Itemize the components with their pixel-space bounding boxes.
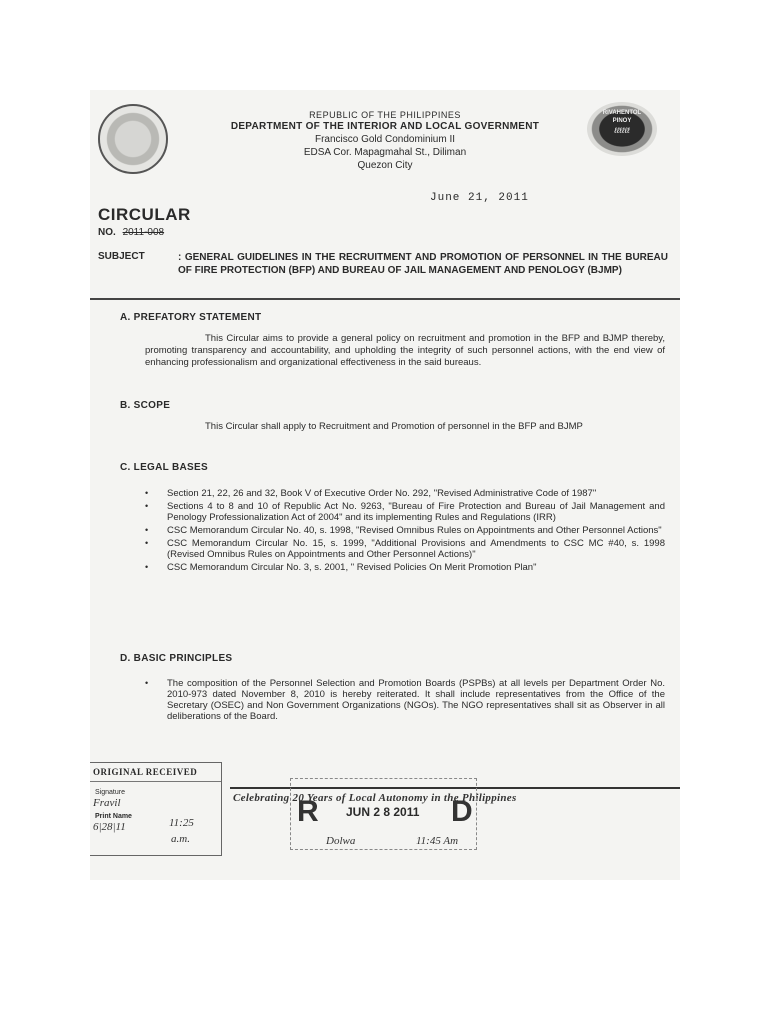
bullet-icon: • bbox=[145, 562, 149, 572]
basic-principles-list bbox=[145, 678, 665, 724]
header-republic: REPUBLIC OF THE PHILIPPINES bbox=[309, 110, 461, 120]
legal-bases-list bbox=[145, 488, 665, 575]
subject-label: SUBJECT bbox=[98, 251, 145, 262]
list-item: • CSC Memorandum Circular No. 40, s. 1998, "Revised Omnibus Rules on Appointments and Other Personnel Actions" bbox=[145, 525, 662, 536]
document-date: June 21, 2011 bbox=[430, 192, 529, 204]
section-a-body: This Circular aims to provide a general policy on recruitment and promotion in the BFP and BJMP thereby, promoting transparency and accountability, and upholding the integrity of such personnel actions, with the end view of enhancing professionalism and organizational effectiveness in the said bureaus. bbox=[145, 333, 665, 368]
section-a-heading: A. PREFATORY STATEMENT bbox=[120, 312, 262, 323]
received-stamp-left bbox=[90, 762, 222, 856]
bullet-icon: • bbox=[145, 501, 149, 511]
section-b-heading: B. SCOPE bbox=[120, 400, 171, 411]
list-item: • The composition of the Personnel Selection and Promotion Boards (PSPBs) at all levels per Department Order No. 2010-973 dated November 8, 2010 is hereby reiterated. It shall include representatives from the Office of the Secretary (OSEC) and Non Government Organizations (NGOs). The NGO representatives shall sit as Observer in all deliberations of the Board. bbox=[145, 678, 665, 722]
seal-text-3: ℓℓℓℓℓℓ bbox=[614, 126, 630, 135]
bullet-icon: • bbox=[145, 488, 149, 498]
header-city: Quezon City bbox=[357, 160, 413, 171]
stamp-title: ORIGINAL RECEIVED bbox=[93, 767, 198, 777]
stamp-divider bbox=[90, 781, 221, 782]
header-address-2: EDSA Cor. Mapagmahal St., Diliman bbox=[303, 147, 467, 158]
received-stamp-right bbox=[290, 778, 477, 850]
header-department: DEPARTMENT OF THE INTERIOR AND LOCAL GOVERNMENT bbox=[230, 121, 540, 132]
stamp-handwritten-name: Fravil bbox=[93, 797, 121, 809]
footer-tagline: Celebrating 20 Years of Local Autonomy in the Philippines bbox=[233, 792, 517, 804]
stamp-print-name-label: Print Name bbox=[95, 813, 132, 820]
stamp-letter-r: R bbox=[297, 795, 319, 828]
section-d-heading: D. BASIC PRINCIPLES bbox=[120, 653, 233, 664]
header-address-1: Francisco Gold Condominium II bbox=[314, 134, 456, 145]
section-b-body: This Circular shall apply to Recruitment and Promotion of personnel in the BFP and BJMP bbox=[205, 421, 583, 432]
header-divider bbox=[90, 298, 680, 300]
circular-no-value: 2011-008 bbox=[122, 227, 165, 238]
stamp-handwritten-ampm: a.m. bbox=[171, 833, 190, 845]
scanned-document-page bbox=[90, 90, 680, 880]
subject-text: : GENERAL GUIDELINES IN THE RECRUITMENT AND PROMOTION OF PERSONNEL IN THE BUREAU OF FIRE PROTECTION (BFP) AND BUREAU OF JAIL MANAGEMENT AND PENOLOGY (BJMP) bbox=[178, 252, 668, 276]
stamp-handwritten-time: 11:25 bbox=[169, 817, 194, 829]
list-item: • Sections 4 to 8 and 10 of Republic Act No. 9263, "Bureau of Fire Protection and Bureau of Jail Management and Penology Professionalization Act of 2004" and its implementing Rules and Regulations (IRR) bbox=[145, 501, 665, 523]
circular-title: CIRCULAR bbox=[98, 205, 191, 224]
bullet-icon: • bbox=[145, 525, 149, 535]
section-c-heading: C. LEGAL BASES bbox=[120, 462, 208, 473]
seal-text-2: PINOY bbox=[612, 118, 632, 124]
circular-no-label: NO. bbox=[98, 227, 116, 238]
seal-text-1: RIVAHENTOL bbox=[602, 110, 642, 116]
stamp-signature-label: Signature bbox=[95, 789, 125, 796]
stamp-handwritten-date: 6|28|11 bbox=[93, 821, 126, 833]
stamp-date: JUN 2 8 2011 bbox=[346, 805, 420, 819]
list-item: • Section 21, 22, 26 and 32, Book V of Executive Order No. 292, "Revised Administrative Code of 1987" bbox=[145, 488, 597, 499]
stamp-handwritten-signature: Dolwa bbox=[326, 835, 356, 847]
bullet-icon: • bbox=[145, 678, 149, 688]
circular-number bbox=[98, 227, 164, 238]
list-item: • CSC Memorandum Circular No. 3, s. 2001, " Revised Policies On Merit Promotion Plan" bbox=[145, 562, 537, 573]
list-item: • CSC Memorandum Circular No. 15, s. 1999, "Additional Provisions and Amendments to CSC MC #40, s. 1998 (Revised Omnibus Rules on Appointments and Other Personnel Actions)" bbox=[145, 538, 665, 560]
bullet-icon: • bbox=[145, 538, 149, 548]
stamp-letter-d: D bbox=[451, 795, 473, 828]
stamp-handwritten-time: 11:45 Am bbox=[416, 835, 459, 847]
